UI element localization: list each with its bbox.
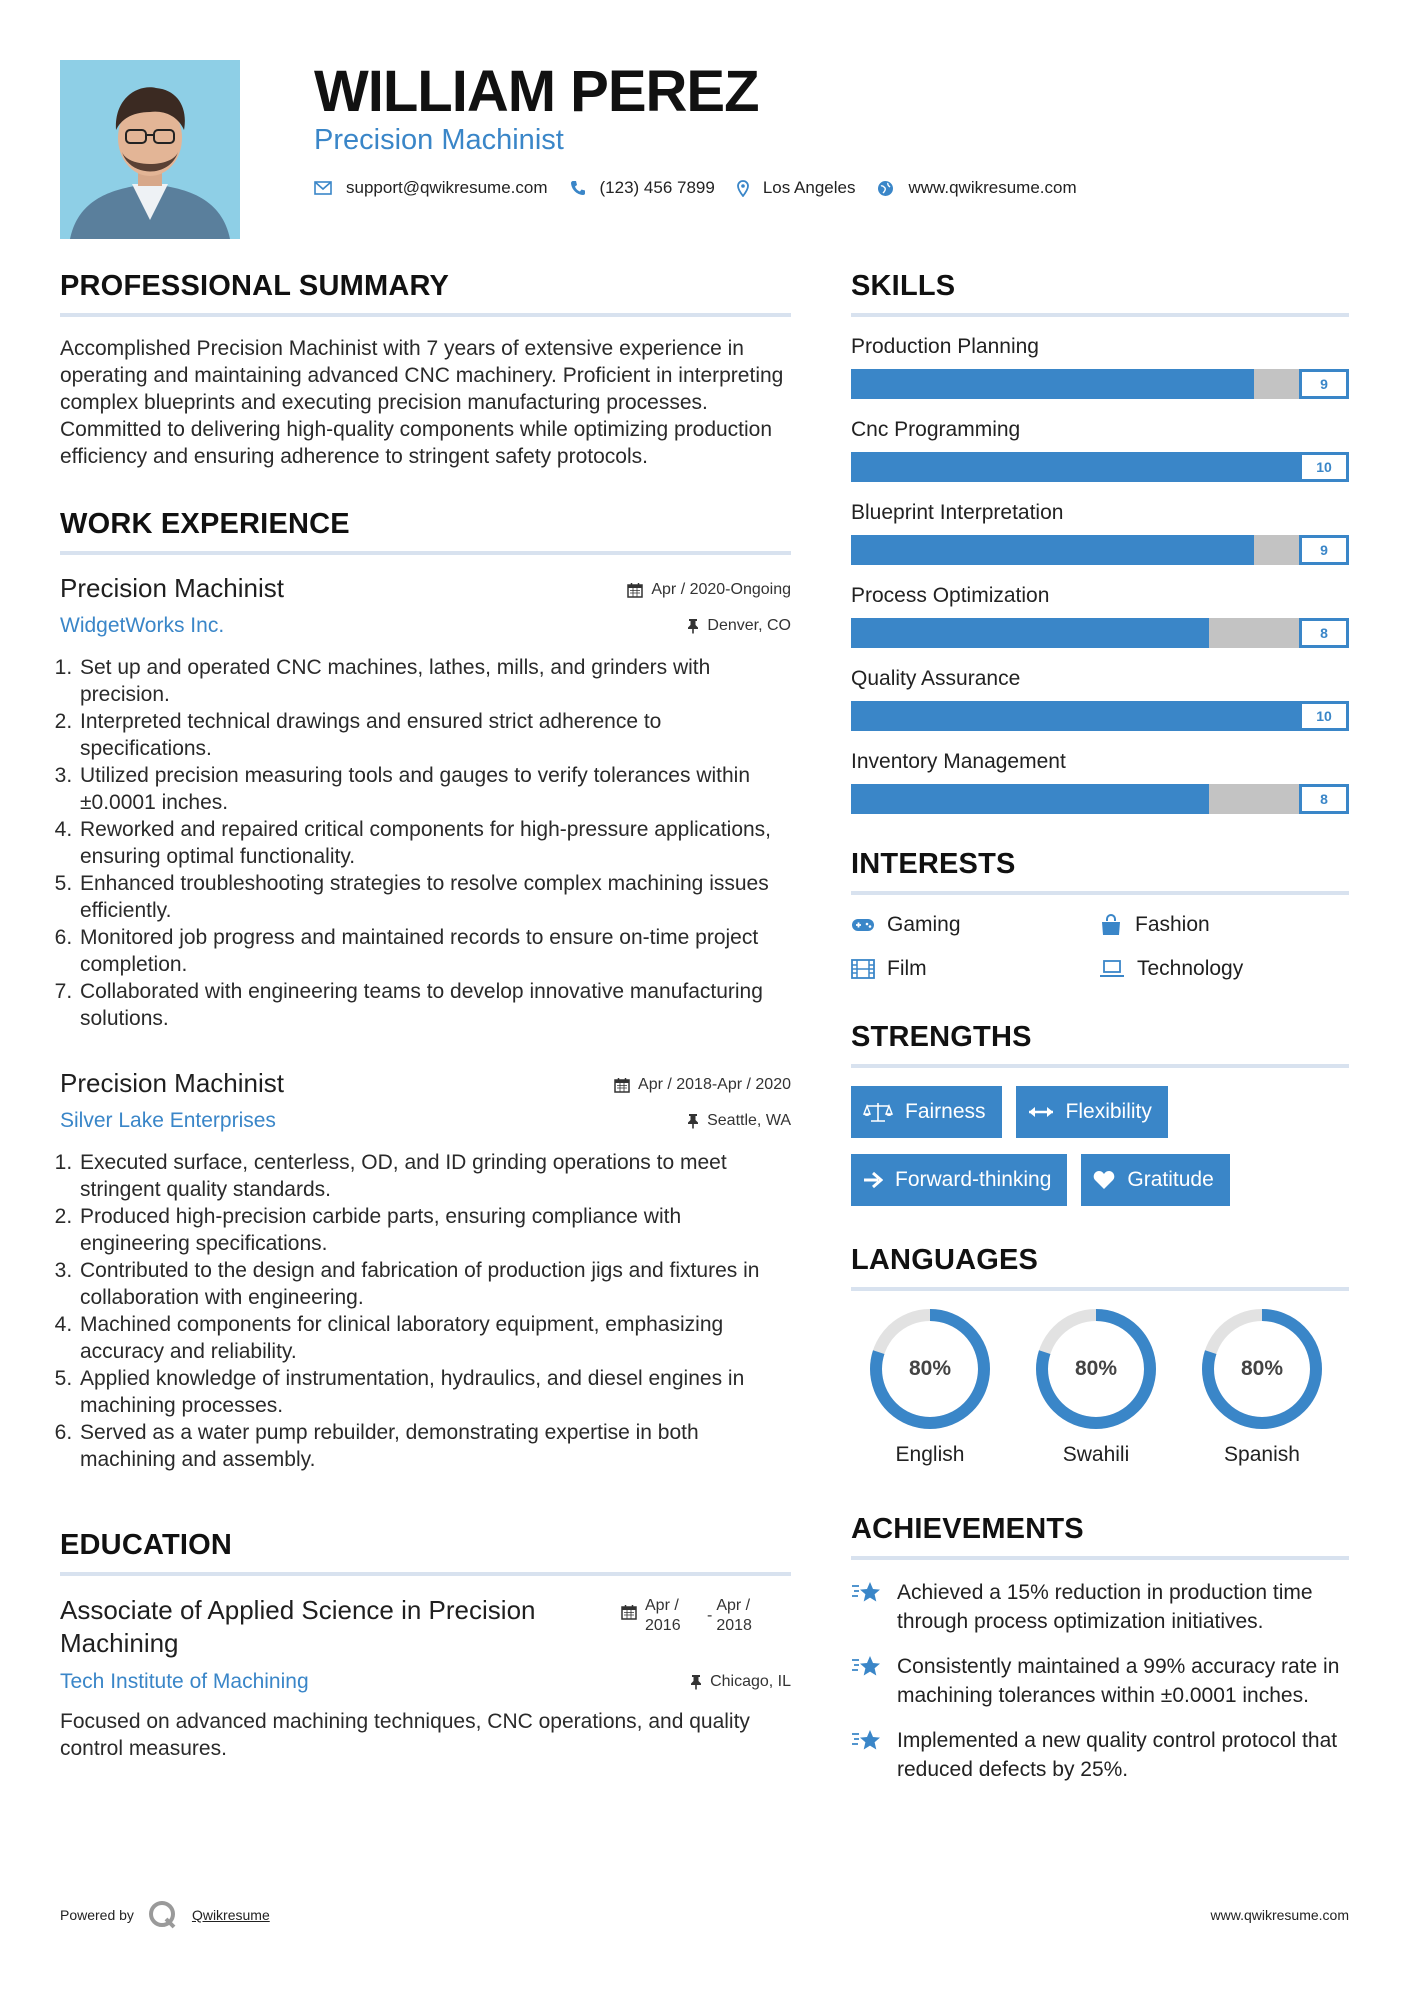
- strength-label: Fairness: [905, 1100, 986, 1123]
- languages-list: [851, 1309, 1349, 1467]
- achievement-item: [851, 1578, 1349, 1636]
- skill-bar-fill: [851, 701, 1299, 731]
- list-item: 2. Interpreted technical drawings and ensured strict adherence to specifications.: [78, 708, 791, 762]
- school-location-text: Chicago, IL: [710, 1673, 791, 1690]
- strength-label: Forward-thinking: [895, 1168, 1052, 1191]
- experience-heading: WORK EXPERIENCE: [60, 508, 791, 555]
- skill-bar: [851, 784, 1349, 814]
- pushpin-icon: [687, 1113, 699, 1129]
- contact-phone-text: (123) 456 7899: [599, 178, 715, 197]
- company-name: Silver Lake Enterprises: [60, 1109, 276, 1132]
- list-item: 5. Applied knowledge of instrumentation, hydraulics, and diesel engines in machining processes.: [78, 1365, 791, 1419]
- language-item: [847, 1309, 1013, 1467]
- interest-label: Gaming: [887, 913, 961, 936]
- profile-photo: [60, 60, 240, 239]
- skill-bar-track: [851, 618, 1299, 648]
- strength-tag: [1016, 1086, 1168, 1138]
- skill-item: [851, 667, 1349, 731]
- powered-by-text: Powered by: [60, 1907, 134, 1923]
- achievements-heading: ACHIEVEMENTS: [851, 1513, 1349, 1560]
- language-name: Spanish: [1224, 1443, 1300, 1466]
- skill-bar-track: [851, 369, 1299, 399]
- job-location: [687, 1112, 791, 1130]
- language-percent: 80%: [1074, 1357, 1118, 1380]
- strength-label: Flexibility: [1065, 1100, 1152, 1123]
- qwikresume-logo-icon: [148, 1900, 178, 1930]
- achievement-text: Implemented a new quality control protocol that reduced defects by 25%.: [897, 1729, 1338, 1781]
- date-separator: -: [707, 1607, 713, 1624]
- list-item: 2. Produced high-precision carbide parts, ensuring compliance with engineering specifications.: [78, 1203, 791, 1257]
- achievement-text: Achieved a 15% reduction in production time through process optimization initiatives.: [897, 1581, 1313, 1633]
- skill-item: [851, 335, 1349, 399]
- footer-brand-link[interactable]: Qwikresume: [191, 1907, 270, 1923]
- pushpin-icon: [690, 1674, 702, 1690]
- laptop-icon: [1099, 960, 1125, 978]
- job-location-text: Seattle, WA: [707, 1112, 791, 1129]
- calendar-icon: [627, 582, 643, 598]
- list-item: 7. Collaborated with engineering teams to develop innovative manufacturing solutions.: [78, 978, 791, 1032]
- job-2: [60, 1068, 791, 1473]
- job-location: [687, 617, 791, 635]
- list-item: 1. Executed surface, centerless, OD, and ID grinding operations to meet stringent quality standards.: [78, 1149, 791, 1203]
- interest-item: [851, 913, 1099, 937]
- skill-name: Inventory Management: [851, 750, 1066, 773]
- interest-item: [1099, 957, 1347, 981]
- skill-bar-track: [851, 784, 1299, 814]
- language-name: Swahili: [1062, 1443, 1130, 1466]
- education-description: Focused on advanced machining techniques, CNC operations, and quality control measures.: [60, 1710, 750, 1760]
- envelope-icon: [314, 181, 332, 195]
- skills-heading: SKILLS: [851, 270, 1349, 317]
- interest-label: Fashion: [1135, 913, 1210, 936]
- skill-bar: [851, 452, 1349, 482]
- language-item: [1179, 1309, 1345, 1467]
- avatar: [60, 60, 240, 239]
- contact-email-text: support@qwikresume.com: [346, 178, 548, 197]
- achievements-list: [851, 1578, 1349, 1784]
- language-percent: 80%: [1240, 1357, 1284, 1380]
- list-item: 6. Monitored job progress and maintained records to ensure on-time project completion.: [78, 924, 791, 978]
- skill-name: Process Optimization: [851, 584, 1050, 607]
- skill-bar-fill: [851, 618, 1209, 648]
- job-location-text: Denver, CO: [707, 617, 791, 634]
- job-dates-text: Apr / 2018-Apr / 2020: [638, 1076, 791, 1093]
- achievement-item: [851, 1652, 1349, 1710]
- shooting-star-icon: [851, 1728, 883, 1754]
- skill-bar-fill: [851, 535, 1254, 565]
- achievement-text: Consistently maintained a 99% accuracy rate in machining tolerances within ±0.0001 inches.: [897, 1655, 1340, 1707]
- language-ring: [1036, 1309, 1156, 1429]
- language-name: English: [895, 1443, 965, 1466]
- contact-location-text: Los Angeles: [762, 178, 856, 197]
- skill-bar-track: [851, 535, 1299, 565]
- achievement-item: [851, 1726, 1349, 1784]
- list-item: 6. Served as a water pump rebuilder, demonstrating expertise in both machining and assembly.: [78, 1419, 791, 1473]
- skill-bar: [851, 701, 1349, 731]
- job-bullets: [60, 1149, 791, 1473]
- interest-item: [851, 957, 1099, 981]
- footer-site-link[interactable]: www.qwikresume.com: [1210, 1907, 1349, 1923]
- shooting-star-icon: [851, 1580, 883, 1606]
- list-item: 5. Enhanced troubleshooting strategies to resolve complex machining issues efficiently.: [78, 870, 791, 924]
- contact-website-text: www.qwikresume.com: [908, 178, 1077, 197]
- skill-item: [851, 501, 1349, 565]
- job-1: [60, 573, 791, 1032]
- phone-icon: [570, 180, 586, 196]
- skill-level: 9: [1299, 369, 1349, 399]
- skill-bar-fill: [851, 452, 1299, 482]
- summary-text: Accomplished Precision Machinist with 7 years of extensive experience in operating and maintaining advanced CNC machinery. Proficient in interpreting complex blueprints and executing precision manufacturing processes. Committed to delivering high-quality components while optimizing production efficiency and ensuring adherence to stringent safety protocols.: [60, 337, 784, 468]
- skill-level: 8: [1299, 618, 1349, 648]
- skill-name: Quality Assurance: [851, 667, 1021, 690]
- interest-label: Technology: [1137, 957, 1244, 980]
- arrow-right-icon: [863, 1171, 883, 1189]
- skill-bar-track: [851, 701, 1299, 731]
- list-item: 4. Machined components for clinical laboratory equipment, emphasizing accuracy and reliability.: [78, 1311, 791, 1365]
- footer-powered-by: [60, 1900, 270, 1930]
- contact-website[interactable]: [877, 178, 1076, 198]
- skill-level: 10: [1299, 452, 1349, 482]
- job-title: Precision Machinist: [60, 573, 284, 603]
- list-item: 3. Utilized precision measuring tools and gauges to verify tolerances within ±0.0001 inches.: [78, 762, 791, 816]
- list-item: 1. Set up and operated CNC machines, lathes, mills, and grinders with precision.: [78, 654, 791, 708]
- skill-name: Production Planning: [851, 335, 1039, 358]
- education-entry: [60, 1594, 791, 1762]
- calendar-icon: [614, 1077, 630, 1093]
- left-column: [60, 270, 791, 1762]
- company-name: WidgetWorks Inc.: [60, 614, 225, 637]
- list-item: 3. Contributed to the design and fabrication of production jigs and fixtures in collaboration with engineering.: [78, 1257, 791, 1311]
- map-marker-icon: [737, 180, 749, 197]
- shooting-star-icon: [851, 1654, 883, 1680]
- calendar-icon: [621, 1604, 637, 1620]
- language-item: [1013, 1309, 1179, 1467]
- skill-bar-track: [851, 452, 1299, 482]
- language-percent: 80%: [908, 1357, 952, 1380]
- arrows-horizontal-icon: [1028, 1105, 1054, 1119]
- interest-item: [1099, 913, 1347, 937]
- heart-icon: [1093, 1170, 1115, 1190]
- summary-heading: PROFESSIONAL SUMMARY: [60, 270, 791, 317]
- degree-title: Associate of Applied Science in Precision Machining: [60, 1595, 536, 1658]
- skill-item: [851, 418, 1349, 482]
- skill-level: 8: [1299, 784, 1349, 814]
- skill-name: Cnc Programming: [851, 418, 1021, 441]
- skill-level: 10: [1299, 701, 1349, 731]
- skill-bar-fill: [851, 784, 1209, 814]
- education-start: Apr / 2016: [645, 1597, 681, 1634]
- gamepad-icon: [851, 917, 875, 933]
- contact-bar: [314, 178, 1099, 198]
- balance-scale-icon: [863, 1101, 893, 1123]
- globe-icon: [877, 180, 894, 197]
- school-name: Tech Institute of Machining: [60, 1670, 309, 1693]
- strength-label: Gratitude: [1127, 1168, 1214, 1191]
- shopping-bag-icon: [1099, 914, 1123, 936]
- skill-bar: [851, 369, 1349, 399]
- skills-list: [851, 335, 1349, 814]
- skill-level: 9: [1299, 535, 1349, 565]
- skill-name: Blueprint Interpretation: [851, 501, 1064, 524]
- interests-list: [851, 913, 1349, 981]
- skill-bar: [851, 618, 1349, 648]
- interests-heading: INTERESTS: [851, 848, 1349, 895]
- strengths-list: [851, 1086, 1349, 1206]
- interest-label: Film: [887, 957, 927, 980]
- job-dates: [627, 581, 791, 599]
- language-ring: [870, 1309, 990, 1429]
- job-dates-text: Apr / 2020-Ongoing: [651, 581, 791, 598]
- job-dates: [614, 1076, 791, 1094]
- education-heading: EDUCATION: [60, 1529, 791, 1576]
- job-title: Precision Machinist: [60, 1068, 284, 1098]
- skill-item: [851, 750, 1349, 814]
- skill-item: [851, 584, 1349, 648]
- strength-tag: [851, 1086, 1002, 1138]
- strengths-heading: STRENGTHS: [851, 1021, 1349, 1068]
- candidate-name: WILLIAM PEREZ: [314, 59, 759, 124]
- contact-location: [737, 178, 856, 198]
- education-dates: [621, 1596, 791, 1636]
- job-bullets: [60, 654, 791, 1032]
- list-item: 4. Reworked and repaired critical components for high-pressure applications, ensuring optimal functionality.: [78, 816, 791, 870]
- pushpin-icon: [687, 618, 699, 634]
- contact-phone[interactable]: [570, 178, 715, 198]
- film-icon: [851, 959, 875, 979]
- candidate-title: Precision Machinist: [314, 124, 564, 156]
- school-location: [690, 1673, 791, 1691]
- right-column: [851, 270, 1349, 1800]
- strength-tag: [1081, 1154, 1229, 1206]
- education-end: Apr / 2018: [716, 1597, 752, 1634]
- language-ring: [1202, 1309, 1322, 1429]
- strength-tag: [851, 1154, 1067, 1206]
- skill-bar-fill: [851, 369, 1254, 399]
- skill-bar: [851, 535, 1349, 565]
- languages-heading: LANGUAGES: [851, 1244, 1349, 1291]
- contact-email[interactable]: [314, 178, 548, 198]
